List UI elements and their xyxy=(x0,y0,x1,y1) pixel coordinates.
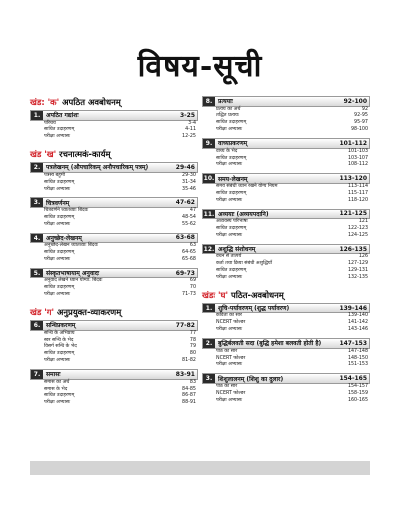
subtopic-pages: 48-54 xyxy=(182,214,196,220)
subtopic-pages: 71-73 xyxy=(182,292,196,298)
subtopic-row xyxy=(216,233,370,240)
subtopic-pages: 160-165 xyxy=(347,397,368,403)
subtopic-label: समय संबंधी ध्यान रखने योग्य नियम xyxy=(216,183,278,189)
chapter-title: चित्रवर्णनम् xyxy=(46,199,70,207)
subtopic-row xyxy=(216,226,370,233)
subtopic-pages: 47 xyxy=(189,207,196,213)
subtopic-pages: 127-129 xyxy=(347,261,368,267)
subtopic-row xyxy=(216,107,370,114)
chapter-entry xyxy=(30,197,198,228)
subtopic-label: परीक्षा अभ्यासः xyxy=(216,162,243,168)
chapter-page-range: 69-73 xyxy=(175,269,195,277)
chapter-heading-bar xyxy=(30,233,198,244)
chapter-number: 7. xyxy=(31,370,43,379)
chapter-entry xyxy=(202,96,370,134)
subtopic-label: NCERT फोल्डर xyxy=(216,320,246,326)
section-title: अनुप्रयुक्त-व्याकरणम् xyxy=(57,307,122,318)
subtopic-pages: 124-125 xyxy=(347,232,368,238)
subtopic-row xyxy=(216,391,370,398)
subtopic-row xyxy=(216,198,370,205)
subtopic-pages: 115-117 xyxy=(347,190,368,196)
chapter-number: 2. xyxy=(203,339,215,348)
chapter-subtopic-list xyxy=(202,384,370,405)
subtopic-label: परीक्षा अभ्यासः xyxy=(216,127,243,133)
chapter-number: 5. xyxy=(31,269,43,278)
subtopic-pages: 95-97 xyxy=(354,120,368,126)
chapter-heading-bar xyxy=(202,244,370,255)
subtopic-row xyxy=(216,398,370,405)
subtopic-pages: 83 xyxy=(189,379,196,385)
section-heading xyxy=(202,289,370,301)
subtopic-label: अव्ययस्य परिभाषा xyxy=(216,219,248,225)
subtopic-pages: 29-30 xyxy=(182,172,196,178)
chapter-heading-bar xyxy=(30,162,198,173)
subtopic-label: परीक्षा अभ्यासः xyxy=(44,134,71,140)
subtopic-pages: 81-82 xyxy=(182,358,196,364)
subtopic-pages: 121 xyxy=(358,219,368,225)
subtopic-label: परीक्षा अभ्यासः xyxy=(44,400,71,406)
subtopic-pages: 77 xyxy=(189,330,196,336)
subtopic-row xyxy=(44,257,198,264)
chapter-page-range: 29-46 xyxy=(175,163,195,171)
subtopic-label: साधित उदाहरणम् xyxy=(216,190,247,196)
chapter-title: प्रत्ययाः xyxy=(218,98,233,106)
chapter-entry xyxy=(202,173,370,204)
chapter-number: 12. xyxy=(203,245,215,253)
chapter-title: संस्कृतभाषायाम् अनुवादः xyxy=(46,270,100,278)
subtopic-label: कविता का सार xyxy=(216,313,242,319)
subtopic-label: साधित उदाहरणम् xyxy=(44,250,75,256)
chapter-title: शिशुलालनम् (शिशु का दुलार) xyxy=(218,375,284,383)
chapter-page-range: 139-146 xyxy=(339,304,367,312)
subtopic-pages: 78 xyxy=(189,337,196,343)
subtopic-label: परीक्षा अभ्यासः xyxy=(44,358,71,364)
subtopic-label: चित्रवर्णने ध्यातव्याः बिंदवः xyxy=(44,207,89,213)
subtopic-label: साधित उदाहरणम् xyxy=(216,155,247,161)
subtopic-pages: 55-62 xyxy=(182,221,196,227)
subtopic-pages: 118-120 xyxy=(347,197,368,203)
subtopic-label: साधित उदाहरणम् xyxy=(216,120,247,126)
subtopic-pages: 158-159 xyxy=(347,390,368,396)
subtopic-row xyxy=(44,380,198,387)
subtopic-label: परीक्षा अभ्यासः xyxy=(44,292,71,298)
chapter-number: 9. xyxy=(203,139,215,148)
subtopic-pages: 88-91 xyxy=(182,400,196,406)
subtopic-label: साधित उदाहरणम् xyxy=(44,351,75,357)
subtopic-label: परीक्षा अभ्यासः xyxy=(216,232,243,238)
subtopic-row xyxy=(216,275,370,282)
toc-right-column xyxy=(202,96,370,409)
subtopic-row xyxy=(216,327,370,334)
chapter-title: अव्ययाः (अव्ययपदानि) xyxy=(218,210,269,218)
subtopic-label: विसर्ग सन्धि के भेद xyxy=(44,344,77,350)
subtopic-row xyxy=(44,180,198,187)
subtopic-row xyxy=(216,349,370,356)
section-khand-label: खंड 'ख' xyxy=(30,149,57,160)
chapter-page-range: 113-120 xyxy=(339,175,367,183)
subtopic-label: अनुच्छेद-लेखन ध्यातव्याः बिंदवः xyxy=(44,243,98,249)
chapter-entry xyxy=(202,338,370,369)
chapter-heading-bar xyxy=(30,268,198,279)
chapter-entry xyxy=(30,320,198,365)
subtopic-pages: 139-140 xyxy=(347,313,368,319)
subtopic-label: परीक्षा अभ्यासः xyxy=(216,362,243,368)
chapter-number: 1. xyxy=(31,111,43,120)
subtopic-row xyxy=(44,215,198,222)
subtopic-label: NCERT फोल्डर xyxy=(216,390,246,396)
subtopic-row xyxy=(216,184,370,191)
chapter-subtopic-list xyxy=(202,107,370,135)
subtopic-row xyxy=(216,268,370,275)
subtopic-pages: 126 xyxy=(358,254,368,260)
subtopic-label: साधित उदाहरणम् xyxy=(44,127,75,133)
chapter-title: अपठित गद्यांशः xyxy=(46,112,79,120)
subtopic-row xyxy=(216,162,370,169)
chapter-heading-bar xyxy=(30,110,198,121)
subtopic-pages: 147-148 xyxy=(347,348,368,354)
chapter-number: 3. xyxy=(203,374,215,383)
subtopic-pages: 69 xyxy=(189,278,196,284)
subtopic-label: साधित उदाहरणम् xyxy=(216,225,247,231)
subtopic-label: साधित उदाहरणम् xyxy=(216,268,247,274)
subtopic-pages: 98-100 xyxy=(351,127,368,133)
subtopic-row xyxy=(216,191,370,198)
subtopic-label: वाच्य के भेद xyxy=(216,148,238,154)
chapter-page-range: 77-82 xyxy=(175,321,195,329)
subtopic-label: परिचय xyxy=(44,120,56,126)
chapter-page-range: 126-135 xyxy=(339,245,367,253)
subtopic-pages: 3-4 xyxy=(188,120,196,126)
subtopic-row xyxy=(44,358,198,365)
subtopic-pages: 141-142 xyxy=(347,320,368,326)
chapter-subtopic-list xyxy=(30,331,198,366)
subtopic-row xyxy=(44,173,198,180)
chapter-title: शुचि-पर्यावरणम् (शुद्ध पर्यावरण) xyxy=(218,305,290,313)
subtopic-pages: 108-112 xyxy=(347,162,368,168)
chapter-subtopic-list xyxy=(30,380,198,408)
chapter-page-range: 3-25 xyxy=(179,111,195,119)
subtopic-pages: 143-146 xyxy=(347,327,368,333)
chapter-number: 1. xyxy=(203,304,215,313)
subtopic-pages: 35-46 xyxy=(182,186,196,192)
chapter-heading-bar xyxy=(202,96,370,107)
subtopic-row xyxy=(44,187,198,194)
subtopic-label: परीक्षा अभ्यासः xyxy=(216,275,243,280)
section-heading xyxy=(30,306,198,318)
chapter-title: सन्धिप्रकरणम् xyxy=(46,322,76,330)
chapter-heading-bar xyxy=(202,303,370,314)
section-title: पठित-अवबोधनम् xyxy=(230,289,284,300)
subtopic-pages: 103-107 xyxy=(347,155,368,161)
chapter-page-range: 147-153 xyxy=(339,339,367,347)
chapter-title: वाच्यप्रकरणम् xyxy=(218,140,248,148)
subtopic-label: परीक्षा अभ्यासः xyxy=(44,221,71,227)
chapter-number: 8. xyxy=(203,97,215,106)
chapter-subtopic-list xyxy=(202,219,370,240)
chapter-subtopic-list xyxy=(30,121,198,142)
chapter-heading-bar xyxy=(202,338,370,349)
subtopic-label: परीक्षा अभ्यासः xyxy=(216,397,243,403)
chapter-entry xyxy=(202,138,370,169)
chapter-entry xyxy=(30,268,198,299)
subtopic-label: कर्ता तथा क्रिया संबंधी अशुद्धियाँ xyxy=(216,261,272,267)
chapter-heading-bar xyxy=(202,138,370,149)
subtopic-pages: 65-68 xyxy=(182,256,196,262)
subtopic-pages: 80 xyxy=(189,351,196,357)
chapter-number: 10. xyxy=(203,175,215,183)
chapter-subtopic-list xyxy=(30,173,198,194)
subtopic-pages: 4-11 xyxy=(185,127,196,133)
subtopic-pages: 92 xyxy=(361,106,368,112)
chapter-subtopic-list xyxy=(202,184,370,205)
subtopic-row xyxy=(44,331,198,338)
subtopic-pages: 151-153 xyxy=(347,362,368,368)
footer-band xyxy=(30,461,370,475)
chapter-page-range: 154-165 xyxy=(339,375,367,383)
section-khand-label: खंड 'ग' xyxy=(30,307,55,318)
chapter-entry xyxy=(202,373,370,404)
subtopic-label: साधित उदाहरणम् xyxy=(44,393,75,399)
subtopic-pages: 79 xyxy=(189,344,196,350)
subtopic-pages: 122-123 xyxy=(347,225,368,231)
subtopic-pages: 129-131 xyxy=(347,268,368,274)
chapter-page-range: 47-62 xyxy=(175,199,195,207)
subtopic-row xyxy=(216,219,370,226)
subtopic-row xyxy=(216,362,370,369)
subtopic-label: वचन से तात्पर्य xyxy=(216,254,242,260)
subtopic-label: परीक्षा अभ्यासः xyxy=(216,197,243,203)
chapter-entry xyxy=(30,369,198,407)
chapter-subtopic-list xyxy=(202,254,370,282)
chapter-subtopic-list xyxy=(202,313,370,334)
subtopic-row xyxy=(44,400,198,407)
subtopic-row xyxy=(44,208,198,215)
chapter-number: 2. xyxy=(31,163,43,172)
chapter-title: समासः xyxy=(46,371,61,379)
subtopic-pages: 31-34 xyxy=(182,179,196,185)
chapter-number: 3. xyxy=(31,198,43,207)
chapter-page-range: 101-112 xyxy=(339,139,367,147)
chapter-heading-bar xyxy=(202,209,370,220)
subtopic-label: परीक्षा अभ्यासः xyxy=(44,256,71,262)
subtopic-label: साधित उदाहरणम् xyxy=(44,285,75,291)
subtopic-label: साधित उदाहरणम् xyxy=(44,214,75,220)
chapter-page-range: 92-100 xyxy=(343,97,367,105)
subtopic-label: साधित उदाहरणम् xyxy=(44,179,75,185)
subtopic-pages: 63 xyxy=(189,243,196,249)
chapter-title: पत्रलेखनम् (औपचारिकम् अनौपचारिकम् पत्रम्) xyxy=(46,164,149,172)
chapter-heading-bar xyxy=(30,320,198,331)
chapter-title: बुद्धिर्बलवती सदा (बुद्धि हमेशा बलवती होती है) xyxy=(218,340,322,348)
subtopic-pages: 64-65 xyxy=(182,250,196,256)
subtopic-label: स्वर सन्धि के भेद xyxy=(44,337,74,343)
subtopic-pages: 86-87 xyxy=(182,393,196,399)
chapter-heading-bar xyxy=(202,173,370,184)
section-khand-label: खंडः 'घ' xyxy=(202,289,229,300)
section-heading xyxy=(30,148,198,160)
chapter-heading-bar xyxy=(202,373,370,384)
chapter-page-range: 83-91 xyxy=(175,370,195,378)
subtopic-row xyxy=(216,149,370,156)
subtopic-label: तद्धित प्रत्ययः xyxy=(216,113,239,119)
chapter-title: अनुच्छेद-लेखनम् xyxy=(46,234,82,242)
subtopic-label: परीक्षा अभ्यासः xyxy=(216,327,243,333)
section-khand-label: खंड: 'क' xyxy=(30,97,60,107)
toc-left-column xyxy=(30,96,198,411)
chapter-subtopic-list xyxy=(30,208,198,229)
chapter-page-range: 121-125 xyxy=(339,210,367,218)
subtopic-label: समास का अर्थ xyxy=(44,379,70,385)
subtopic-label: सन्धि के अभिप्राय xyxy=(44,330,75,336)
subtopic-row xyxy=(44,222,198,229)
subtopic-pages: 148-150 xyxy=(347,355,368,361)
subtopic-pages: 12-25 xyxy=(182,134,196,140)
chapter-entry xyxy=(30,110,198,141)
subtopic-label: समास के भेद xyxy=(44,386,68,392)
subtopic-label: पाठ का सार xyxy=(216,348,238,354)
subtopic-row xyxy=(216,384,370,391)
subtopic-pages: 84-85 xyxy=(182,386,196,392)
subtopic-pages: 101-103 xyxy=(347,148,368,154)
subtopic-label: प्रत्यय का अर्थ xyxy=(216,106,241,112)
chapter-heading-bar xyxy=(30,197,198,208)
subtopic-row xyxy=(44,292,198,299)
chapter-entry xyxy=(202,303,370,334)
subtopic-pages: 154-157 xyxy=(347,383,368,389)
chapter-number: 4. xyxy=(31,234,43,243)
chapter-entry xyxy=(202,209,370,240)
subtopic-row xyxy=(216,127,370,134)
subtopic-label: NCERT फोल्डर xyxy=(216,355,246,361)
chapter-entry xyxy=(30,233,198,264)
page-title: विषय-सूची xyxy=(137,49,263,84)
chapter-page-range: 63-68 xyxy=(175,234,195,242)
subtopic-row xyxy=(44,250,198,257)
subtopic-label: अनुवाद लेखने ध्यान योग्या: बिंदवः xyxy=(44,278,103,284)
chapter-number: 11. xyxy=(203,210,215,218)
subtopic-label: परीक्षा अभ्यासः xyxy=(44,186,71,192)
chapter-entry xyxy=(202,244,370,282)
section-title: अपठित अवबोधनम् xyxy=(62,97,121,107)
chapter-subtopic-list xyxy=(30,278,198,299)
chapter-title: अशुद्धि संशोधनम् xyxy=(218,246,256,254)
subtopic-label: पत्रस्य बहुमी xyxy=(44,172,65,178)
section-heading xyxy=(30,96,198,108)
chapter-subtopic-list xyxy=(202,349,370,370)
chapter-subtopic-list xyxy=(202,149,370,170)
subtopic-pages: 92-95 xyxy=(354,113,368,119)
subtopic-pages: 132-135 xyxy=(347,275,368,280)
chapter-number: 6. xyxy=(31,321,43,330)
chapter-entry xyxy=(30,162,198,193)
subtopic-label: पाठ का सार xyxy=(216,383,238,389)
chapter-subtopic-list xyxy=(30,243,198,264)
subtopic-pages: 70 xyxy=(189,285,196,291)
chapter-heading-bar xyxy=(30,369,198,380)
section-title: रचनात्मकं-कार्यम् xyxy=(59,149,111,160)
subtopic-pages: 113-114 xyxy=(347,183,368,189)
chapter-title: समय-लेखनम् xyxy=(218,175,248,183)
subtopic-row xyxy=(44,134,198,141)
